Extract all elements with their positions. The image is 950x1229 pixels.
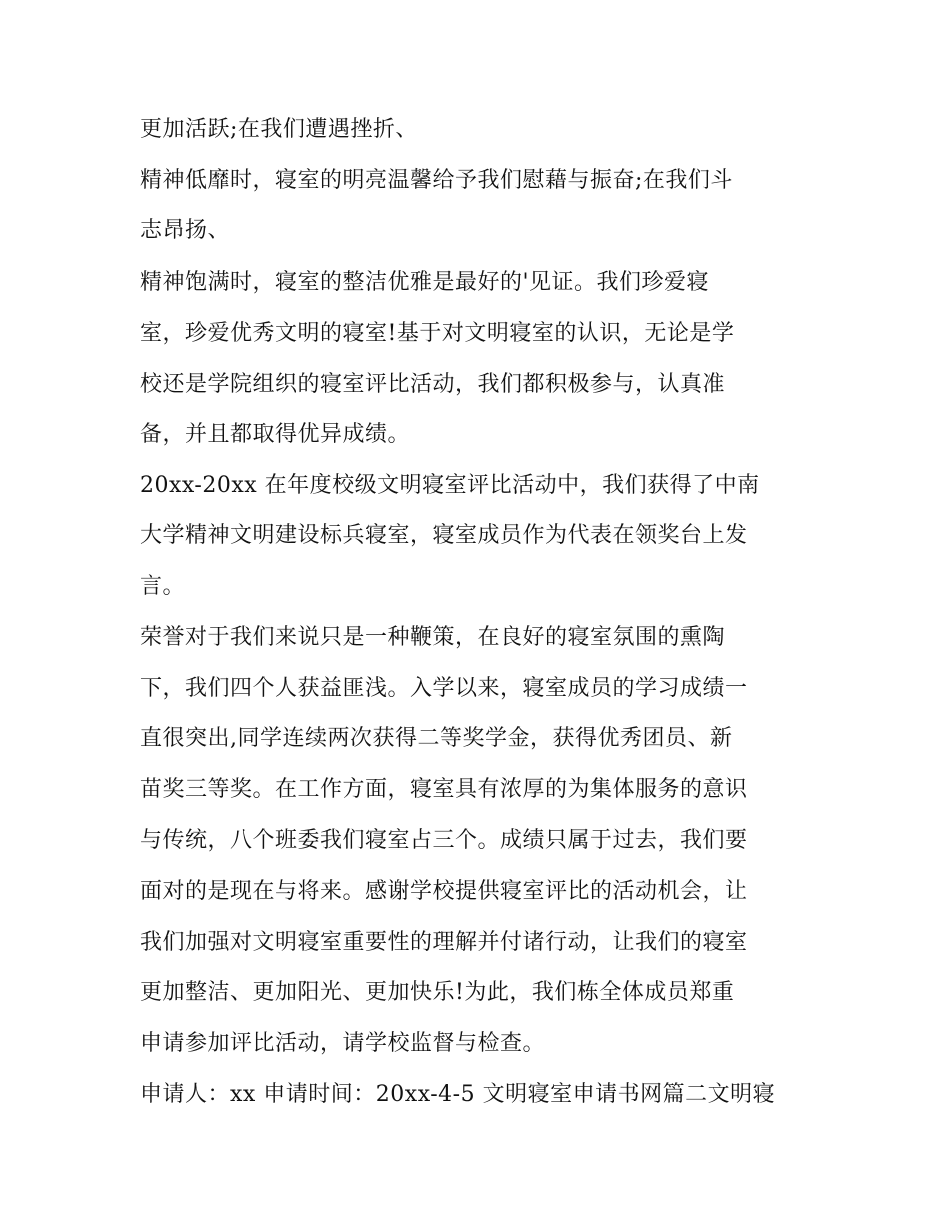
text-line: 与传统，八个班委我们寝室占三个。成绩只属于过去，我们要 xyxy=(140,828,748,853)
text-line: 更加活跃;在我们遭遇挫折、 xyxy=(140,117,418,142)
text-line: 志昂扬、 xyxy=(140,218,231,243)
text-line: 更加整洁、更加阳光、更加快乐!为此，我们栋全体成员郑重 xyxy=(140,980,735,1005)
text-line: 申请参加评比活动，请学校监督与检查。 xyxy=(140,1031,546,1056)
text-line: 直很突出,同学连续两次获得二等奖学金，获得优秀团员、新 xyxy=(140,726,733,751)
text-line: 荣誉对于我们来说只是一种鞭策，在良好的寝室氛围的熏陶 xyxy=(140,625,726,650)
text-line: 下，我们四个人获益匪浅。入学以来，寝室成员的学习成绩一 xyxy=(140,676,748,701)
text-line: 备，并且都取得优异成绩。 xyxy=(140,422,411,447)
text-line: 申请人：xx 申请时间：20xx-4-5 文明寝室申请书网篇二文明寝 xyxy=(140,1082,776,1107)
text-line: 苗奖三等奖。在工作方面，寝室具有浓厚的为集体服务的意识 xyxy=(140,777,748,802)
text-line: 面对的是现在与将来。感谢学校提供寝室评比的活动机会，让 xyxy=(140,879,748,904)
text-line: 20xx-20xx 在年度校级文明寝室评比活动中，我们获得了中南 xyxy=(140,473,760,498)
text-line: 精神低靡时，寝室的明亮温馨给予我们慰藉与振奋;在我们斗 xyxy=(140,168,733,193)
text-line: 言。 xyxy=(140,574,186,599)
text-line: 我们加强对文明寝室重要性的理解并付诸行动，让我们的寝室 xyxy=(140,930,748,955)
text-line: 精神饱满时，寝室的整洁优雅是最好的'见证。我们珍爱寝 xyxy=(140,270,710,295)
text-line: 校还是学院组织的寝室评比活动，我们都积极参与，认真准 xyxy=(140,372,726,397)
text-line: 大学精神文明建设标兵寝室，寝室成员作为代表在领奖台上发 xyxy=(140,523,748,548)
text-line: 室，珍爱优秀文明的寝室!基于对文明寝室的认识，无论是学 xyxy=(140,321,735,346)
